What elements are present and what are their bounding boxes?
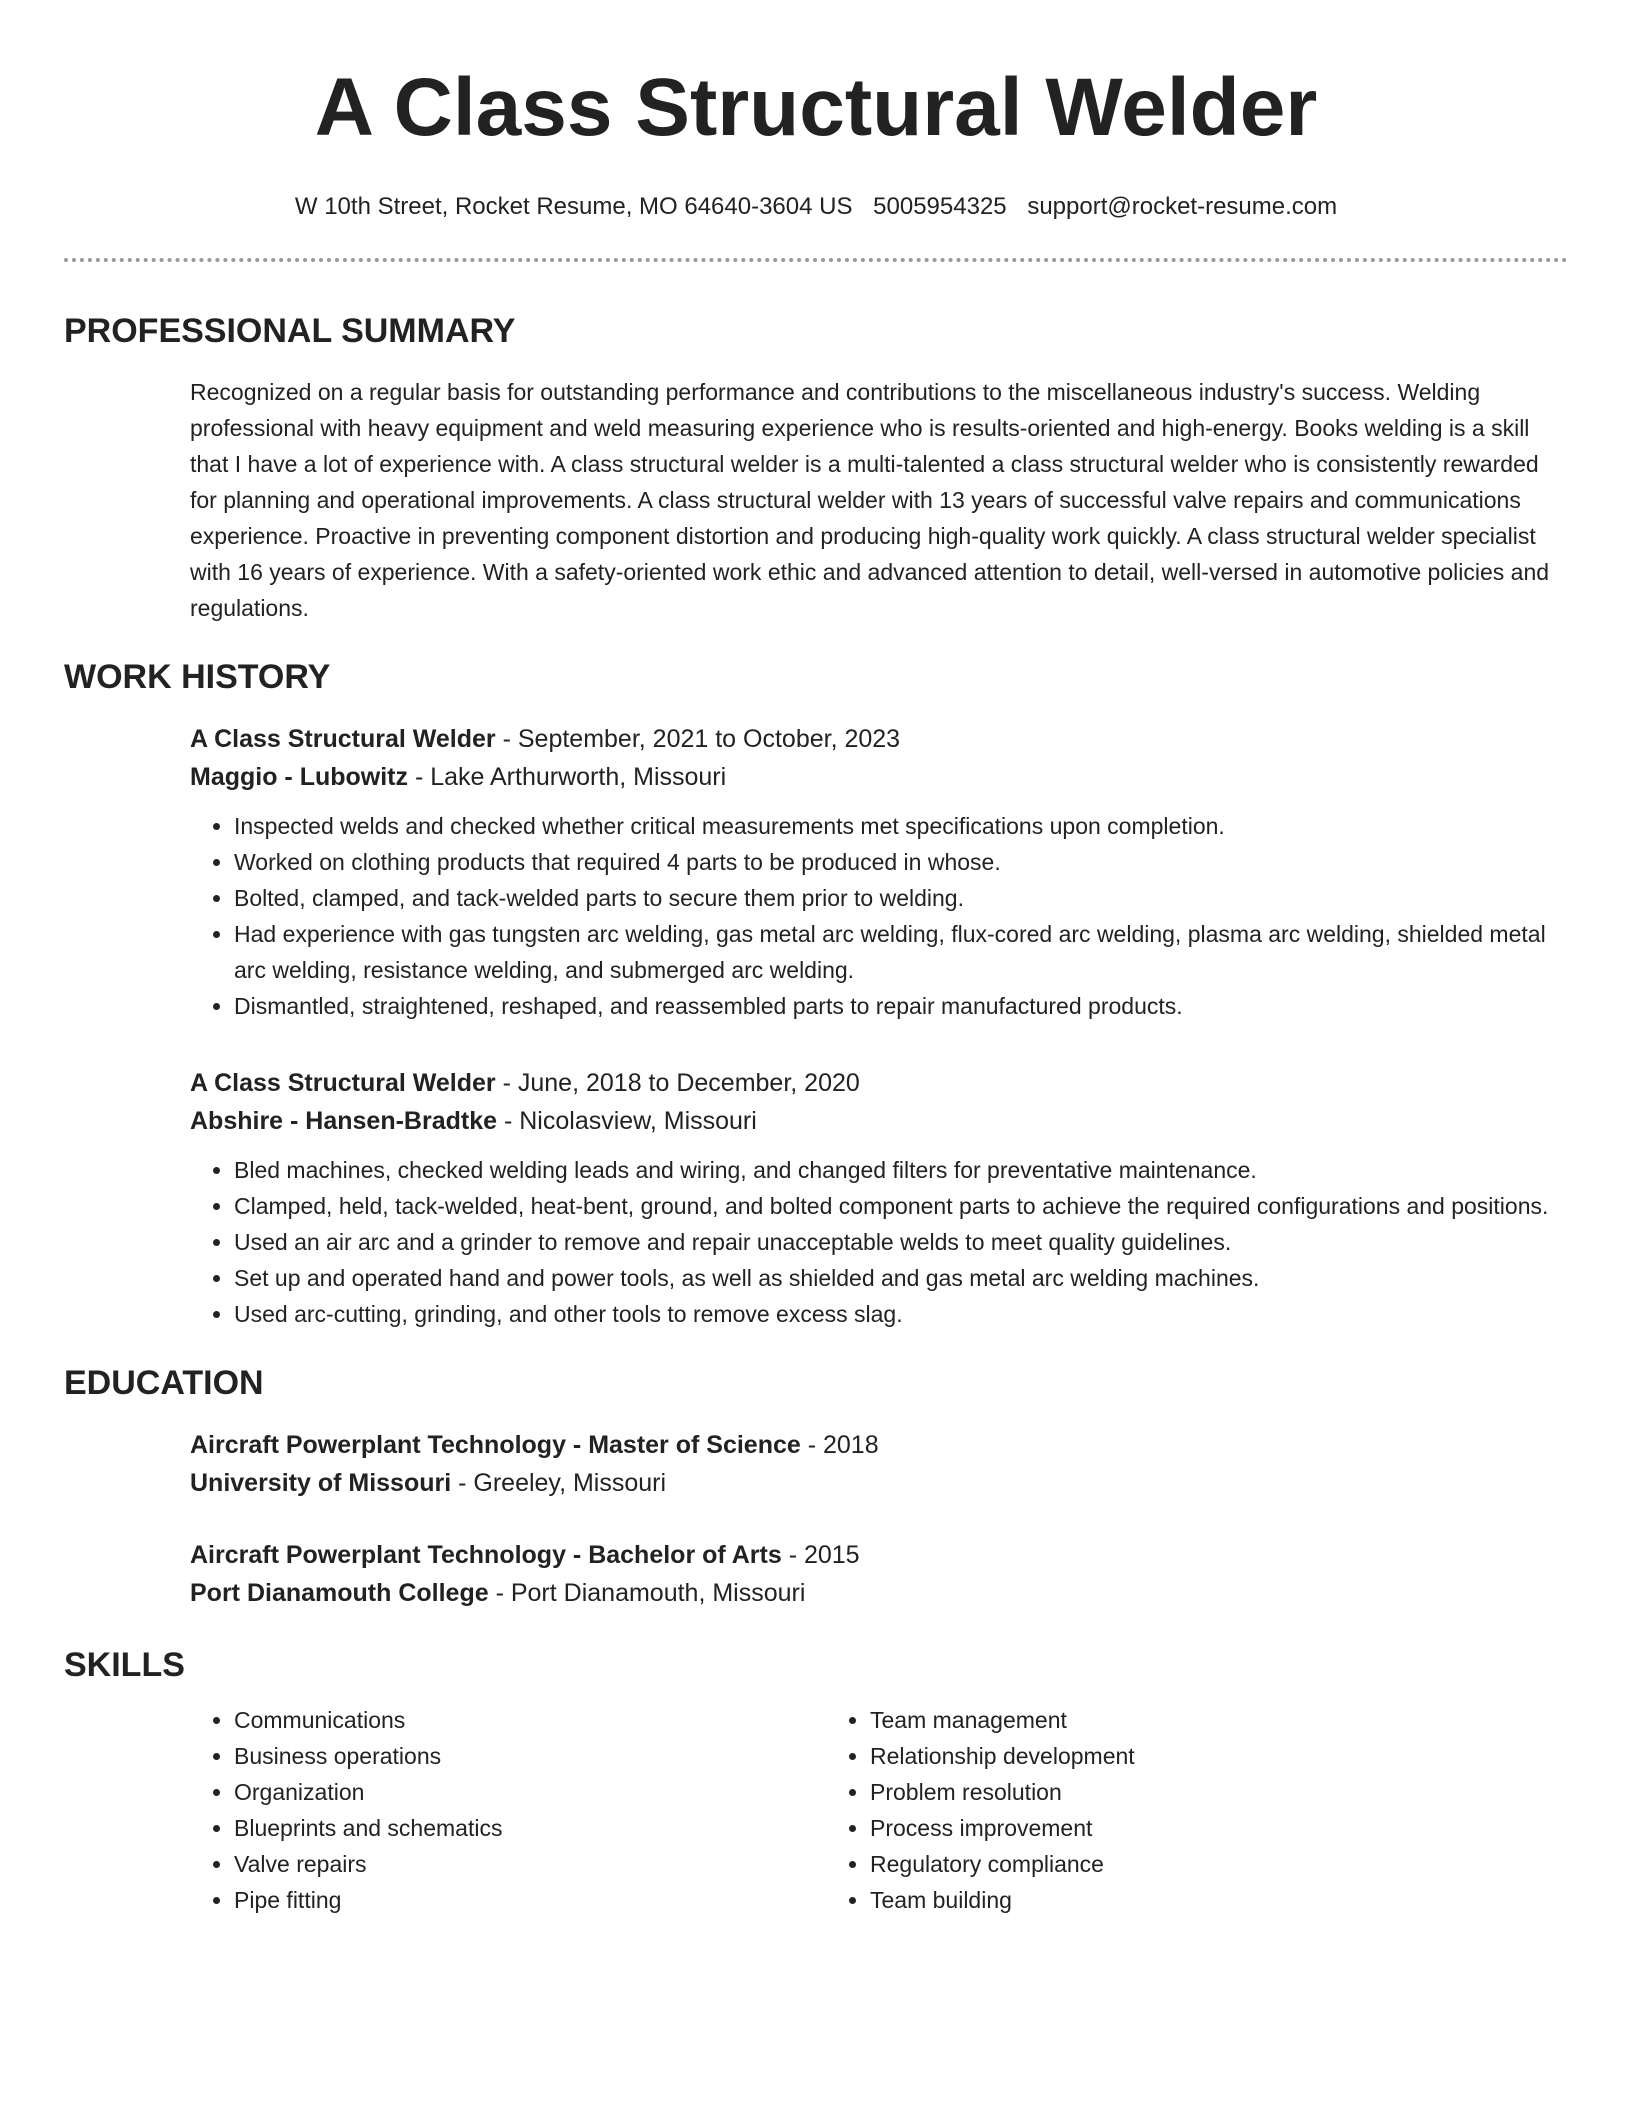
job-bullet: • Clamped, held, tack-welded, heat-bent, ground, and bolted component parts to achieve the required configurations and positions. [234, 1188, 1568, 1224]
job-company-line [190, 1102, 1568, 1140]
job-bullet: • Bled machines, checked welding leads and wiring, and changed filters for preventative maintenance. [234, 1152, 1568, 1188]
education-location: - Port Dianamouth, Missouri [488, 1579, 806, 1607]
work-history-heading: WORK HISTORY [64, 658, 331, 696]
skills-column-left [190, 1702, 826, 1918]
skill-item: • Relationship development [870, 1738, 1462, 1774]
job-role: A Class Structural Welder [190, 725, 496, 753]
job-bullet: • Bolted, clamped, and tack-welded parts to secure them prior to welding. [234, 880, 1568, 916]
skills-column-right [826, 1702, 1462, 1918]
skill-item: • Process improvement [870, 1810, 1462, 1846]
job-company-line [190, 758, 1568, 796]
job-location: - Nicolasview, Missouri [497, 1107, 757, 1135]
job-bullets [190, 808, 1568, 1024]
job-role: A Class Structural Welder [190, 1069, 496, 1097]
education-degree: Aircraft Powerplant Technology - Master of Science [190, 1431, 801, 1459]
summary-heading: PROFESSIONAL SUMMARY [64, 312, 516, 350]
skill-item: • Regulatory compliance [870, 1846, 1462, 1882]
education-year: - 2015 [781, 1541, 860, 1569]
job-company: Maggio - Lubowitz [190, 763, 409, 791]
education-school-line [190, 1574, 1568, 1612]
skill-item: • Pipe fitting [234, 1882, 826, 1918]
education-year: - 2018 [800, 1431, 879, 1459]
job-entry [190, 720, 1568, 1024]
skill-item: • Communications [234, 1702, 826, 1738]
education-school: Port Dianamouth College [190, 1579, 489, 1607]
skill-item: • Problem resolution [870, 1774, 1462, 1810]
job-dates: - September, 2021 to October, 2023 [495, 725, 901, 753]
summary-text: Recognized on a regular basis for outstanding performance and contributions to the miscellaneous industry's success. Welding professional with heavy equipment and weld measuring experience who is results-oriented and high-energy. Books welding is a skill that I have a lot of experience with. A class structural welder is a multi-talented a class structural welder who is consistently rewarded for planning and operational improvements. A class structural welder with 13 years of successful valve repairs and communications experience. Proactive in preventing component distortion and producing high-quality work quickly. A class structural welder specialist with 16 years of experience. With a safety-oriented work ethic and advanced attention to detail, well-versed in automotive policies and regulations. [190, 379, 1550, 621]
contact-phone: 5005954325 [873, 193, 1007, 220]
contact-email: support@rocket-resume.com [1027, 193, 1338, 220]
contact-line [64, 192, 1568, 222]
contact-address: W 10th Street, Rocket Resume, MO 64640-3604 US [294, 193, 853, 220]
skill-item: • Blueprints and schematics [234, 1810, 826, 1846]
education-heading: EDUCATION [64, 1364, 264, 1402]
header-divider [64, 258, 1568, 262]
job-bullets [190, 1152, 1568, 1332]
education-entry [190, 1536, 1568, 1612]
job-bullet: • Dismantled, straightened, reshaped, and reassembled parts to repair manufactured products. [234, 988, 1568, 1024]
skill-item: • Organization [234, 1774, 826, 1810]
job-bullet: • Worked on clothing products that required 4 parts to be produced in whose. [234, 844, 1568, 880]
skills-grid [190, 1702, 1568, 1918]
job-bullet: • Had experience with gas tungsten arc welding, gas metal arc welding, flux-cored arc welding, plasma arc welding, shielded metal arc welding, resistance welding, and submerged arc welding. [234, 916, 1568, 988]
job-title-line [190, 1064, 1568, 1102]
skill-item: • Business operations [234, 1738, 826, 1774]
job-dates: - June, 2018 to December, 2020 [495, 1069, 860, 1097]
education-school-line [190, 1464, 1568, 1502]
job-location: - Lake Arthurworth, Missouri [408, 763, 727, 791]
job-title-line [190, 720, 1568, 758]
skill-item: • Team management [870, 1702, 1462, 1738]
education-school: University of Missouri [190, 1469, 452, 1497]
education-entry [190, 1426, 1568, 1502]
skill-item: • Valve repairs [234, 1846, 826, 1882]
job-bullet: • Set up and operated hand and power tools, as well as shielded and gas metal arc welding machines. [234, 1260, 1568, 1296]
job-bullet: • Used an air arc and a grinder to remove and repair unacceptable welds to meet quality guidelines. [234, 1224, 1568, 1260]
work-history-list [190, 720, 1568, 1332]
job-entry [190, 1064, 1568, 1332]
education-degree-line [190, 1426, 1568, 1464]
job-bullet: • Inspected welds and checked whether critical measurements met specifications upon completion. [234, 808, 1568, 844]
education-list [190, 1426, 1568, 1612]
resume-name: A Class Structural Welder [314, 62, 1318, 153]
skill-item: • Team building [870, 1882, 1462, 1918]
skills-heading: SKILLS [64, 1646, 185, 1684]
education-degree: Aircraft Powerplant Technology - Bachelor of Arts [190, 1541, 782, 1569]
education-location: - Greeley, Missouri [451, 1469, 667, 1497]
job-company: Abshire - Hansen-Bradtke [190, 1107, 498, 1135]
education-degree-line [190, 1536, 1568, 1574]
job-bullet: • Used arc-cutting, grinding, and other tools to remove excess slag. [234, 1296, 1568, 1332]
